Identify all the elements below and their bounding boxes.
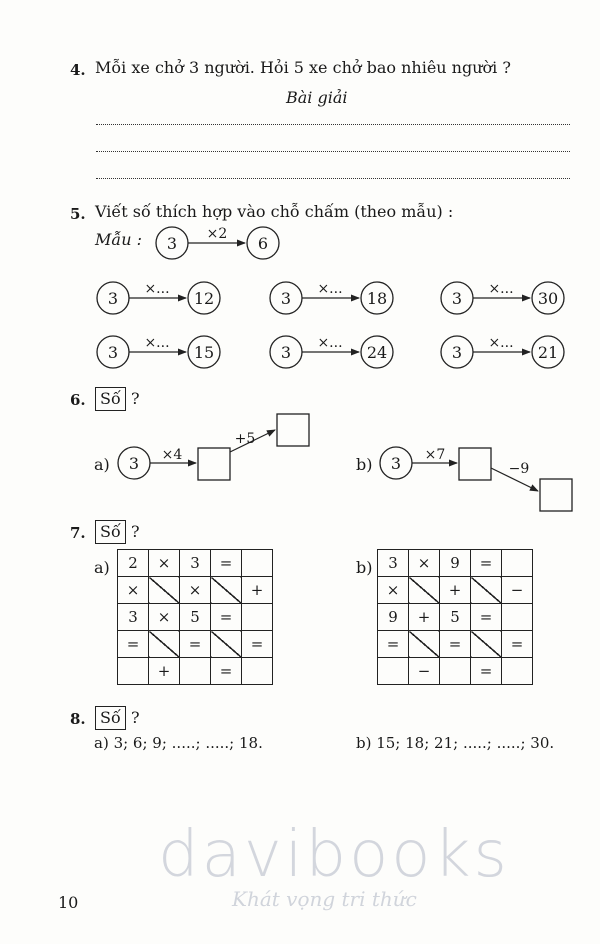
grid-cell: 3 bbox=[378, 550, 409, 577]
q6a-label: a) bbox=[94, 455, 110, 474]
q8b-sequence: b) 15; 18; 21; .....; .....; 30. bbox=[356, 734, 555, 752]
grid-cell: = bbox=[118, 631, 149, 658]
grid-cell-blank[interactable] bbox=[180, 658, 211, 685]
item-to: 15 bbox=[193, 343, 215, 362]
grid-cell-diagonal bbox=[211, 631, 242, 658]
watermark-brand: davibooks bbox=[158, 818, 510, 892]
grid-row bbox=[378, 577, 533, 604]
grid-cell: 3 bbox=[180, 550, 211, 577]
item-op: ×... bbox=[488, 281, 514, 297]
q5-item-6[interactable] bbox=[441, 335, 564, 368]
grid-cell: 9 bbox=[440, 550, 471, 577]
grid-cell-blank[interactable] bbox=[502, 604, 533, 631]
grid-cell: = bbox=[211, 550, 242, 577]
item-op: ×... bbox=[317, 281, 343, 297]
grid-cell-blank[interactable] bbox=[378, 658, 409, 685]
q5-number: 5. bbox=[70, 205, 86, 223]
grid-row bbox=[118, 577, 273, 604]
item-to: 24 bbox=[366, 343, 388, 362]
q5-item-5[interactable] bbox=[270, 335, 393, 368]
grid-cell: × bbox=[378, 577, 409, 604]
grid-cell: = bbox=[502, 631, 533, 658]
grid-cell: = bbox=[180, 631, 211, 658]
grid-cell: = bbox=[211, 658, 242, 685]
grid-cell: = bbox=[471, 550, 502, 577]
grid-cell: × bbox=[409, 550, 440, 577]
grid-cell: 5 bbox=[180, 604, 211, 631]
q6a-op1: ×4 bbox=[161, 447, 183, 463]
q7a-label: a) bbox=[94, 558, 110, 577]
grid-cell: × bbox=[149, 604, 180, 631]
grid-row bbox=[378, 604, 533, 631]
item-from: 3 bbox=[451, 289, 463, 308]
item-to: 12 bbox=[193, 289, 215, 308]
q7-number: 7. bbox=[70, 524, 86, 542]
q6b-start: 3 bbox=[390, 454, 402, 473]
example-to: 6 bbox=[257, 234, 269, 253]
grid-row bbox=[378, 550, 533, 577]
grid-cell-diagonal bbox=[409, 577, 440, 604]
q6b-op1: ×7 bbox=[424, 447, 446, 463]
q5-text: Viết số thích hợp vào chỗ chấm (theo mẫu) : bbox=[95, 202, 454, 221]
grid-cell: + bbox=[409, 604, 440, 631]
grid-row bbox=[118, 550, 273, 577]
grid-cell-diagonal bbox=[149, 577, 180, 604]
q4-number: 4. bbox=[70, 61, 86, 79]
item-from: 3 bbox=[107, 343, 119, 362]
grid-cell: = bbox=[440, 631, 471, 658]
grid-cell-blank[interactable] bbox=[440, 658, 471, 685]
q6a-start: 3 bbox=[128, 454, 140, 473]
grid-cell: + bbox=[242, 577, 273, 604]
item-from: 3 bbox=[280, 343, 292, 362]
grid-row bbox=[118, 658, 273, 685]
grid-cell: = bbox=[211, 604, 242, 631]
grid-cell-blank[interactable] bbox=[502, 658, 533, 685]
grid-cell: 2 bbox=[118, 550, 149, 577]
grid-row bbox=[118, 604, 273, 631]
q6b-op2: −9 bbox=[508, 461, 530, 477]
grid-cell: 5 bbox=[440, 604, 471, 631]
q6b-answer-box-2[interactable] bbox=[540, 479, 572, 511]
q7-so-box: Số bbox=[95, 520, 126, 544]
q5-example bbox=[156, 226, 279, 259]
grid-cell: − bbox=[409, 658, 440, 685]
item-op: ×... bbox=[144, 281, 170, 297]
grid-cell: × bbox=[180, 577, 211, 604]
grid-cell-diagonal bbox=[471, 577, 502, 604]
grid-cell-blank[interactable] bbox=[502, 550, 533, 577]
q6b-label: b) bbox=[356, 455, 373, 474]
q6a-diagram bbox=[118, 414, 309, 480]
example-op: ×2 bbox=[206, 226, 228, 242]
grid-row bbox=[118, 631, 273, 658]
q7b-grid bbox=[377, 549, 533, 685]
grid-cell: + bbox=[149, 658, 180, 685]
grid-cell: + bbox=[440, 577, 471, 604]
page-number: 10 bbox=[58, 893, 79, 912]
grid-cell: 3 bbox=[118, 604, 149, 631]
grid-cell-diagonal bbox=[409, 631, 440, 658]
q6-so-box: Số bbox=[95, 387, 126, 411]
q6b-diagram bbox=[380, 447, 572, 511]
q8a-sequence: a) 3; 6; 9; .....; .....; 18. bbox=[94, 734, 263, 752]
grid-cell: 9 bbox=[378, 604, 409, 631]
item-op: ×... bbox=[317, 335, 343, 351]
q6a-answer-box-1[interactable] bbox=[198, 448, 230, 480]
q6a-op2: +5 bbox=[234, 431, 256, 447]
q6a-answer-box-2[interactable] bbox=[277, 414, 309, 446]
grid-cell-blank[interactable] bbox=[118, 658, 149, 685]
q8-so-box: Số bbox=[95, 706, 126, 730]
grid-cell: = bbox=[378, 631, 409, 658]
q4-text: Mỗi xe chở 3 người. Hỏi 5 xe chở bao nhiêu người ? bbox=[95, 58, 511, 77]
grid-cell-blank[interactable] bbox=[242, 604, 273, 631]
q7b-label: b) bbox=[356, 558, 373, 577]
grid-cell: = bbox=[471, 604, 502, 631]
grid-cell: = bbox=[471, 658, 502, 685]
grid-cell-diagonal bbox=[471, 631, 502, 658]
grid-row bbox=[378, 631, 533, 658]
item-to: 21 bbox=[537, 343, 559, 362]
grid-cell-blank[interactable] bbox=[242, 658, 273, 685]
q5-item-1[interactable] bbox=[97, 281, 220, 314]
q8-question-mark: ? bbox=[131, 708, 140, 727]
q5-item-3[interactable] bbox=[441, 281, 564, 314]
item-from: 3 bbox=[107, 289, 119, 308]
item-from: 3 bbox=[280, 289, 292, 308]
example-from: 3 bbox=[166, 234, 178, 253]
grid-cell: × bbox=[118, 577, 149, 604]
item-to: 18 bbox=[366, 289, 388, 308]
q5-example-label: Mẫu : bbox=[95, 230, 142, 249]
q4-solution-label: Bài giải bbox=[286, 88, 348, 107]
q8-number: 8. bbox=[70, 710, 86, 728]
q5-item-2[interactable] bbox=[270, 281, 393, 314]
q6-number: 6. bbox=[70, 391, 86, 409]
item-to: 30 bbox=[537, 289, 559, 308]
q7a-grid bbox=[117, 549, 273, 685]
watermark-slogan: Khát vọng tri thức bbox=[232, 887, 417, 911]
grid-cell-blank[interactable] bbox=[242, 550, 273, 577]
q7-question-mark: ? bbox=[131, 522, 140, 541]
grid-row bbox=[378, 658, 533, 685]
q5-item-4[interactable] bbox=[97, 335, 220, 368]
grid-cell: = bbox=[242, 631, 273, 658]
item-op: ×... bbox=[144, 335, 170, 351]
item-from: 3 bbox=[451, 343, 463, 362]
q6-question-mark: ? bbox=[131, 389, 140, 408]
item-op: ×... bbox=[488, 335, 514, 351]
grid-cell-diagonal bbox=[211, 577, 242, 604]
grid-cell-diagonal bbox=[149, 631, 180, 658]
grid-cell: − bbox=[502, 577, 533, 604]
q6b-answer-box-1[interactable] bbox=[459, 448, 491, 480]
grid-cell: × bbox=[149, 550, 180, 577]
